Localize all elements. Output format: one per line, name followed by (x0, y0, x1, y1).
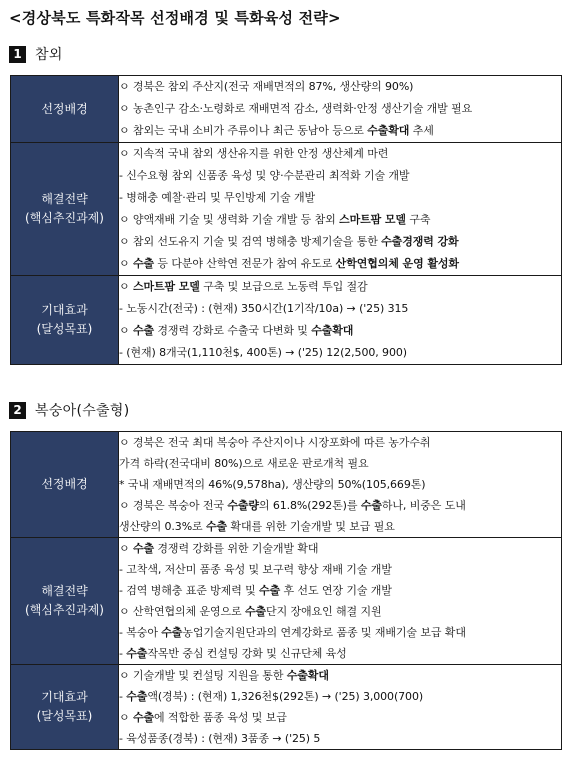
line-text: - 노동시간(전국) : (현재) 350시간(1기작/10a) → ('25) 315 (119, 302, 409, 315)
line-text: 에 적합한 품종 육성 및 보급 (154, 711, 287, 724)
content-line (119, 231, 561, 253)
line-text: 구축 (405, 213, 431, 226)
content-line (119, 453, 561, 474)
line-text: ㅇ (119, 280, 133, 293)
line-text: 하나, 비중은 도내 (381, 499, 466, 512)
table-row (11, 665, 562, 750)
emphasis-text: 수출확대 (286, 669, 329, 682)
line-text: ㅇ 지속적 국내 참외 생산유지를 위한 안정 생산체계 마련 (119, 147, 389, 160)
line-text: ㅇ 경북은 참외 주산지(전국 재배면적의 87%, 생산량의 90%) (119, 80, 414, 93)
line-text: ㅇ 양액재배 기술 및 생력화 기술 개발 등 참외 (119, 213, 340, 226)
emphasis-text: 수출 (259, 584, 281, 597)
row-label-text: 선정배경 (41, 477, 88, 492)
line-text: - (119, 690, 127, 703)
content-line (119, 120, 561, 142)
line-text: - 육성품종(경북) : (현재) 3품종 → ('25) 5 (119, 732, 321, 745)
line-text: ㅇ 농촌인구 감소·노령화로 재배면적 감소, 생력화·안정 생산기술 개발 필요 (119, 102, 473, 115)
row-label-text: 해결전략 (41, 584, 88, 599)
emphasis-text: 수출 (205, 520, 228, 533)
content-line (119, 209, 561, 231)
line-text: - 고착색, 저산미 품종 육성 및 보구력 향상 재배 기술 개발 (119, 563, 392, 576)
content-line (119, 622, 561, 643)
row-label (11, 432, 119, 538)
line-text: ㅇ 경북은 복숭아 전국 (119, 499, 228, 512)
content-line (119, 728, 561, 749)
row-content (119, 76, 562, 143)
emphasis-text: 수출량 (227, 499, 259, 512)
content-line (119, 559, 561, 580)
emphasis-text: 수출경쟁력 강화 (381, 235, 459, 248)
line-text: - (현재) 8개국(1,110천$, 400톤) → ('25) 12(2,500, 900) (119, 346, 407, 359)
section-1-header (9, 44, 63, 64)
line-text: ㅇ 산학연협의체 운영으로 (119, 605, 245, 618)
emphasis-text: 수출확대 (311, 324, 354, 337)
row-label (11, 76, 119, 143)
line-text: 의 61.8%(292톤)를 (258, 499, 361, 512)
emphasis-text: 수출 (132, 324, 154, 337)
line-text: - 신수요형 참외 신품종 육성 및 양·수분관리 최적화 기술 개발 (119, 169, 410, 182)
line-text: 가격 하락(전국대비 80%)으로 새로운 판로개척 필요 (119, 457, 369, 470)
line-text: 농업기술지원단과의 연계강화로 품종 및 재배기술 보급 확대 (182, 626, 466, 639)
content-line (119, 707, 561, 728)
content-line (119, 187, 561, 209)
line-text: ㅇ (119, 324, 133, 337)
emphasis-text: 수출 (126, 690, 148, 703)
content-line (119, 516, 561, 537)
row-label-text: 기대효과 (41, 690, 88, 705)
line-text: - 복숭아 (119, 626, 162, 639)
line-text: ㅇ (119, 542, 133, 555)
line-text: ㅇ (119, 257, 133, 270)
row-label (11, 538, 119, 665)
content-line (119, 98, 561, 120)
row-content (119, 538, 562, 665)
line-text: - 검역 병해충 표준 방제력 및 (119, 584, 260, 597)
section-number-badge: 1 (9, 46, 26, 63)
content-line (119, 432, 561, 453)
document-title: <경상북도 특화작목 선정배경 및 특화육성 전략> (9, 9, 341, 27)
content-line (119, 665, 561, 686)
content-line (119, 580, 561, 601)
content-line (119, 276, 561, 298)
row-label-text: (달성목표) (36, 322, 93, 336)
table-row (11, 538, 562, 665)
emphasis-text: 수출 (132, 711, 154, 724)
emphasis-text: 산학연협의체 운영 활성화 (335, 257, 459, 270)
row-label (11, 143, 119, 276)
emphasis-text: 수출확대 (367, 124, 410, 137)
line-text: 확대를 위한 기술개발 및 보급 필요 (227, 520, 395, 533)
row-label-text: (핵심추진과제) (25, 211, 104, 225)
line-text: ㅇ 참외 선도유지 기술 및 검역 병해충 방제기술을 통한 (119, 235, 382, 248)
section-title: 복숭아(수출형) (35, 403, 130, 419)
row-label (11, 665, 119, 750)
content-line (119, 538, 561, 559)
line-text: - 병해충 예찰·관리 및 무인방제 기술 개발 (119, 191, 316, 204)
emphasis-text: 수출 (132, 257, 154, 270)
content-line (119, 298, 561, 320)
section-title: 참외 (35, 47, 63, 63)
line-text: 단지 장애요인 해결 지원 (266, 605, 382, 618)
content-line (119, 474, 561, 495)
content-line (119, 342, 561, 364)
table-row (11, 76, 562, 143)
row-label-text: (달성목표) (36, 709, 93, 723)
row-content (119, 143, 562, 276)
content-line (119, 686, 561, 707)
content-line (119, 320, 561, 342)
row-label-text: 선정배경 (41, 101, 88, 116)
section-2-header (9, 400, 129, 420)
emphasis-text: 수출 (161, 626, 183, 639)
content-line (119, 143, 561, 165)
line-text: * 국내 재배면적의 46%(9,578ha), 생산량의 50%(105,669톤) (119, 478, 426, 491)
line-text: ㅇ 참외는 국내 소비가 주류이나 최근 동남아 등으로 (119, 124, 368, 137)
table-row (11, 432, 562, 538)
content-line (119, 165, 561, 187)
row-label-text: (핵심추진과제) (25, 603, 104, 617)
line-text: 경쟁력 강화를 위한 기술개발 확대 (154, 542, 319, 555)
row-label-text: 기대효과 (41, 303, 88, 318)
line-text: - (119, 647, 127, 660)
row-content (119, 432, 562, 538)
row-label-text: 해결전략 (41, 192, 88, 207)
line-text: 추세 (409, 124, 434, 137)
content-line (119, 253, 561, 275)
line-text: ㅇ (119, 711, 133, 724)
line-text: 액(경북) : (현재) 1,326천$(292톤) → ('25) 3,000(700) (147, 690, 424, 703)
line-text: 작목반 중심 컨설팅 강화 및 신규단체 육성 (147, 647, 347, 660)
line-text: 구축 및 보급으로 노동력 투입 절감 (199, 280, 368, 293)
line-text: 경쟁력 강화로 수출국 다변화 및 (154, 324, 312, 337)
content-line (119, 495, 561, 516)
emphasis-text: 스마트팜 모델 (132, 280, 200, 293)
emphasis-text: 수출 (244, 605, 267, 618)
table-row (11, 143, 562, 276)
section-1-table (10, 75, 562, 365)
table-row (11, 276, 562, 365)
line-text: 등 다분야 산학연 전문가 참여 유도로 (154, 257, 336, 270)
emphasis-text: 스마트팜 모델 (339, 213, 406, 226)
emphasis-text: 수출 (360, 499, 382, 512)
content-line (119, 643, 561, 664)
row-content (119, 665, 562, 750)
section-2-table (10, 431, 562, 750)
content-line (119, 76, 561, 98)
content-line (119, 601, 561, 622)
line-text: ㅇ 경북은 전국 최대 복숭아 주산지이나 시장포화에 따른 농가수취 (119, 436, 431, 449)
emphasis-text: 수출 (126, 647, 148, 660)
row-content (119, 276, 562, 365)
emphasis-text: 수출 (132, 542, 154, 555)
section-number-badge: 2 (9, 402, 26, 419)
line-text: ㅇ 기술개발 및 컨설팅 지원을 통한 (119, 669, 287, 682)
row-label (11, 276, 119, 365)
line-text: 생산량의 0.3%로 (119, 520, 206, 533)
line-text: 후 선도 연장 기술 개발 (280, 584, 392, 597)
